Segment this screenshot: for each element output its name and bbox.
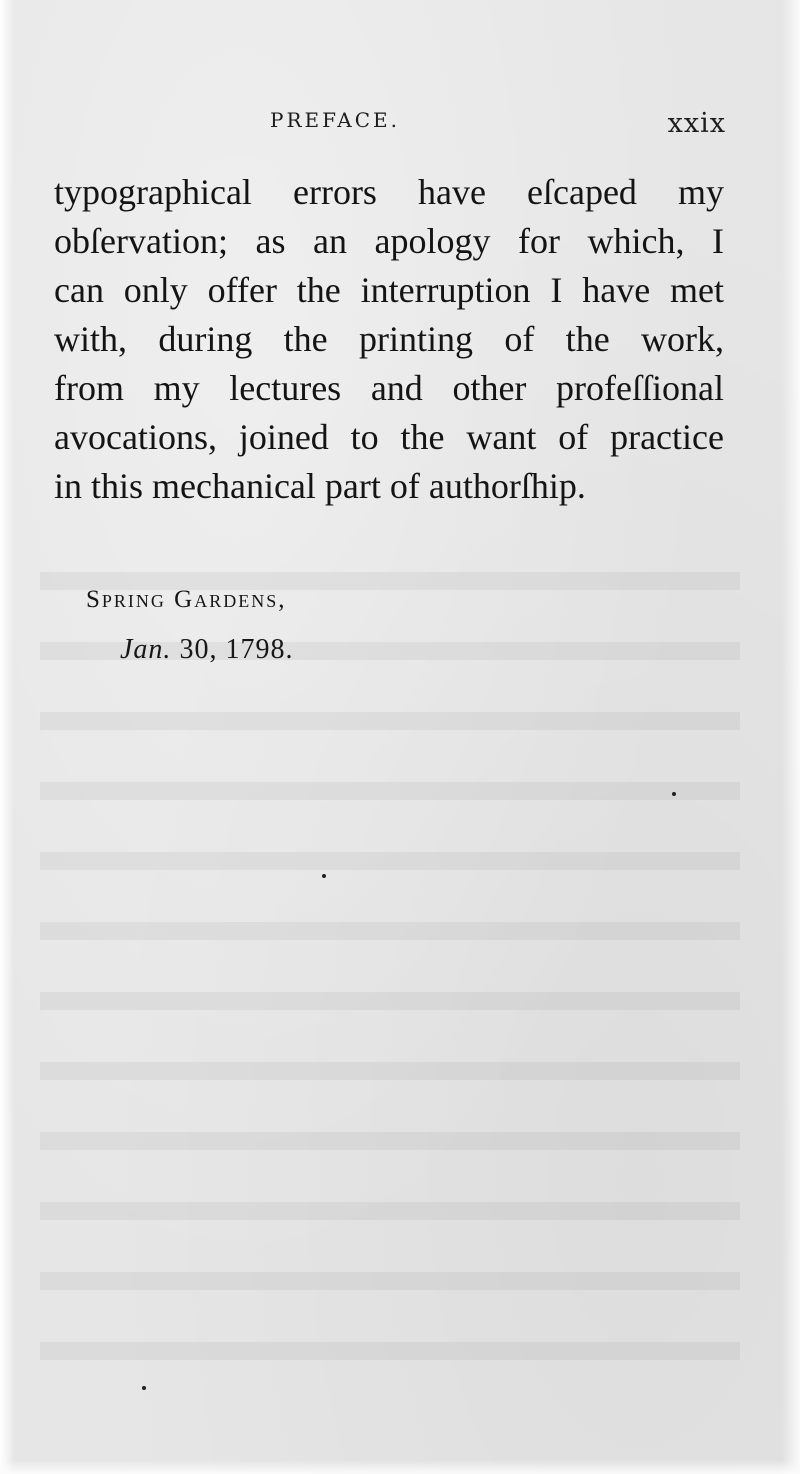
page-number: xxix [667,108,726,139]
text-line: with, during the printing of the work, [54,319,724,359]
page-bottom-margin [0,1460,800,1474]
preface-paragraph [54,168,724,511]
paper-speck [322,874,326,878]
text-line: can only offer the interruption I have met [54,270,724,310]
page-right-margin [782,0,800,1474]
signoff-date [120,634,293,666]
text-line: from my lectures and other profeſſional [54,368,724,408]
running-title: PREFACE. [270,108,400,132]
text-line: in this mechanical part of authorſhip. [54,466,586,506]
date-month: Jan. [120,634,172,665]
date-day-year: 30, 1798. [171,634,294,665]
signoff-place: Spring Gardens, [86,586,287,613]
paper-speck [142,1386,146,1390]
text-line: avocations, joined to the want of practice [54,417,724,457]
text-line: obſervation; as an apology for which, I [54,221,724,261]
page-left-margin [0,0,14,1474]
text-line: typographical errors have eſcaped my [54,172,724,212]
paper-speck [672,792,676,796]
